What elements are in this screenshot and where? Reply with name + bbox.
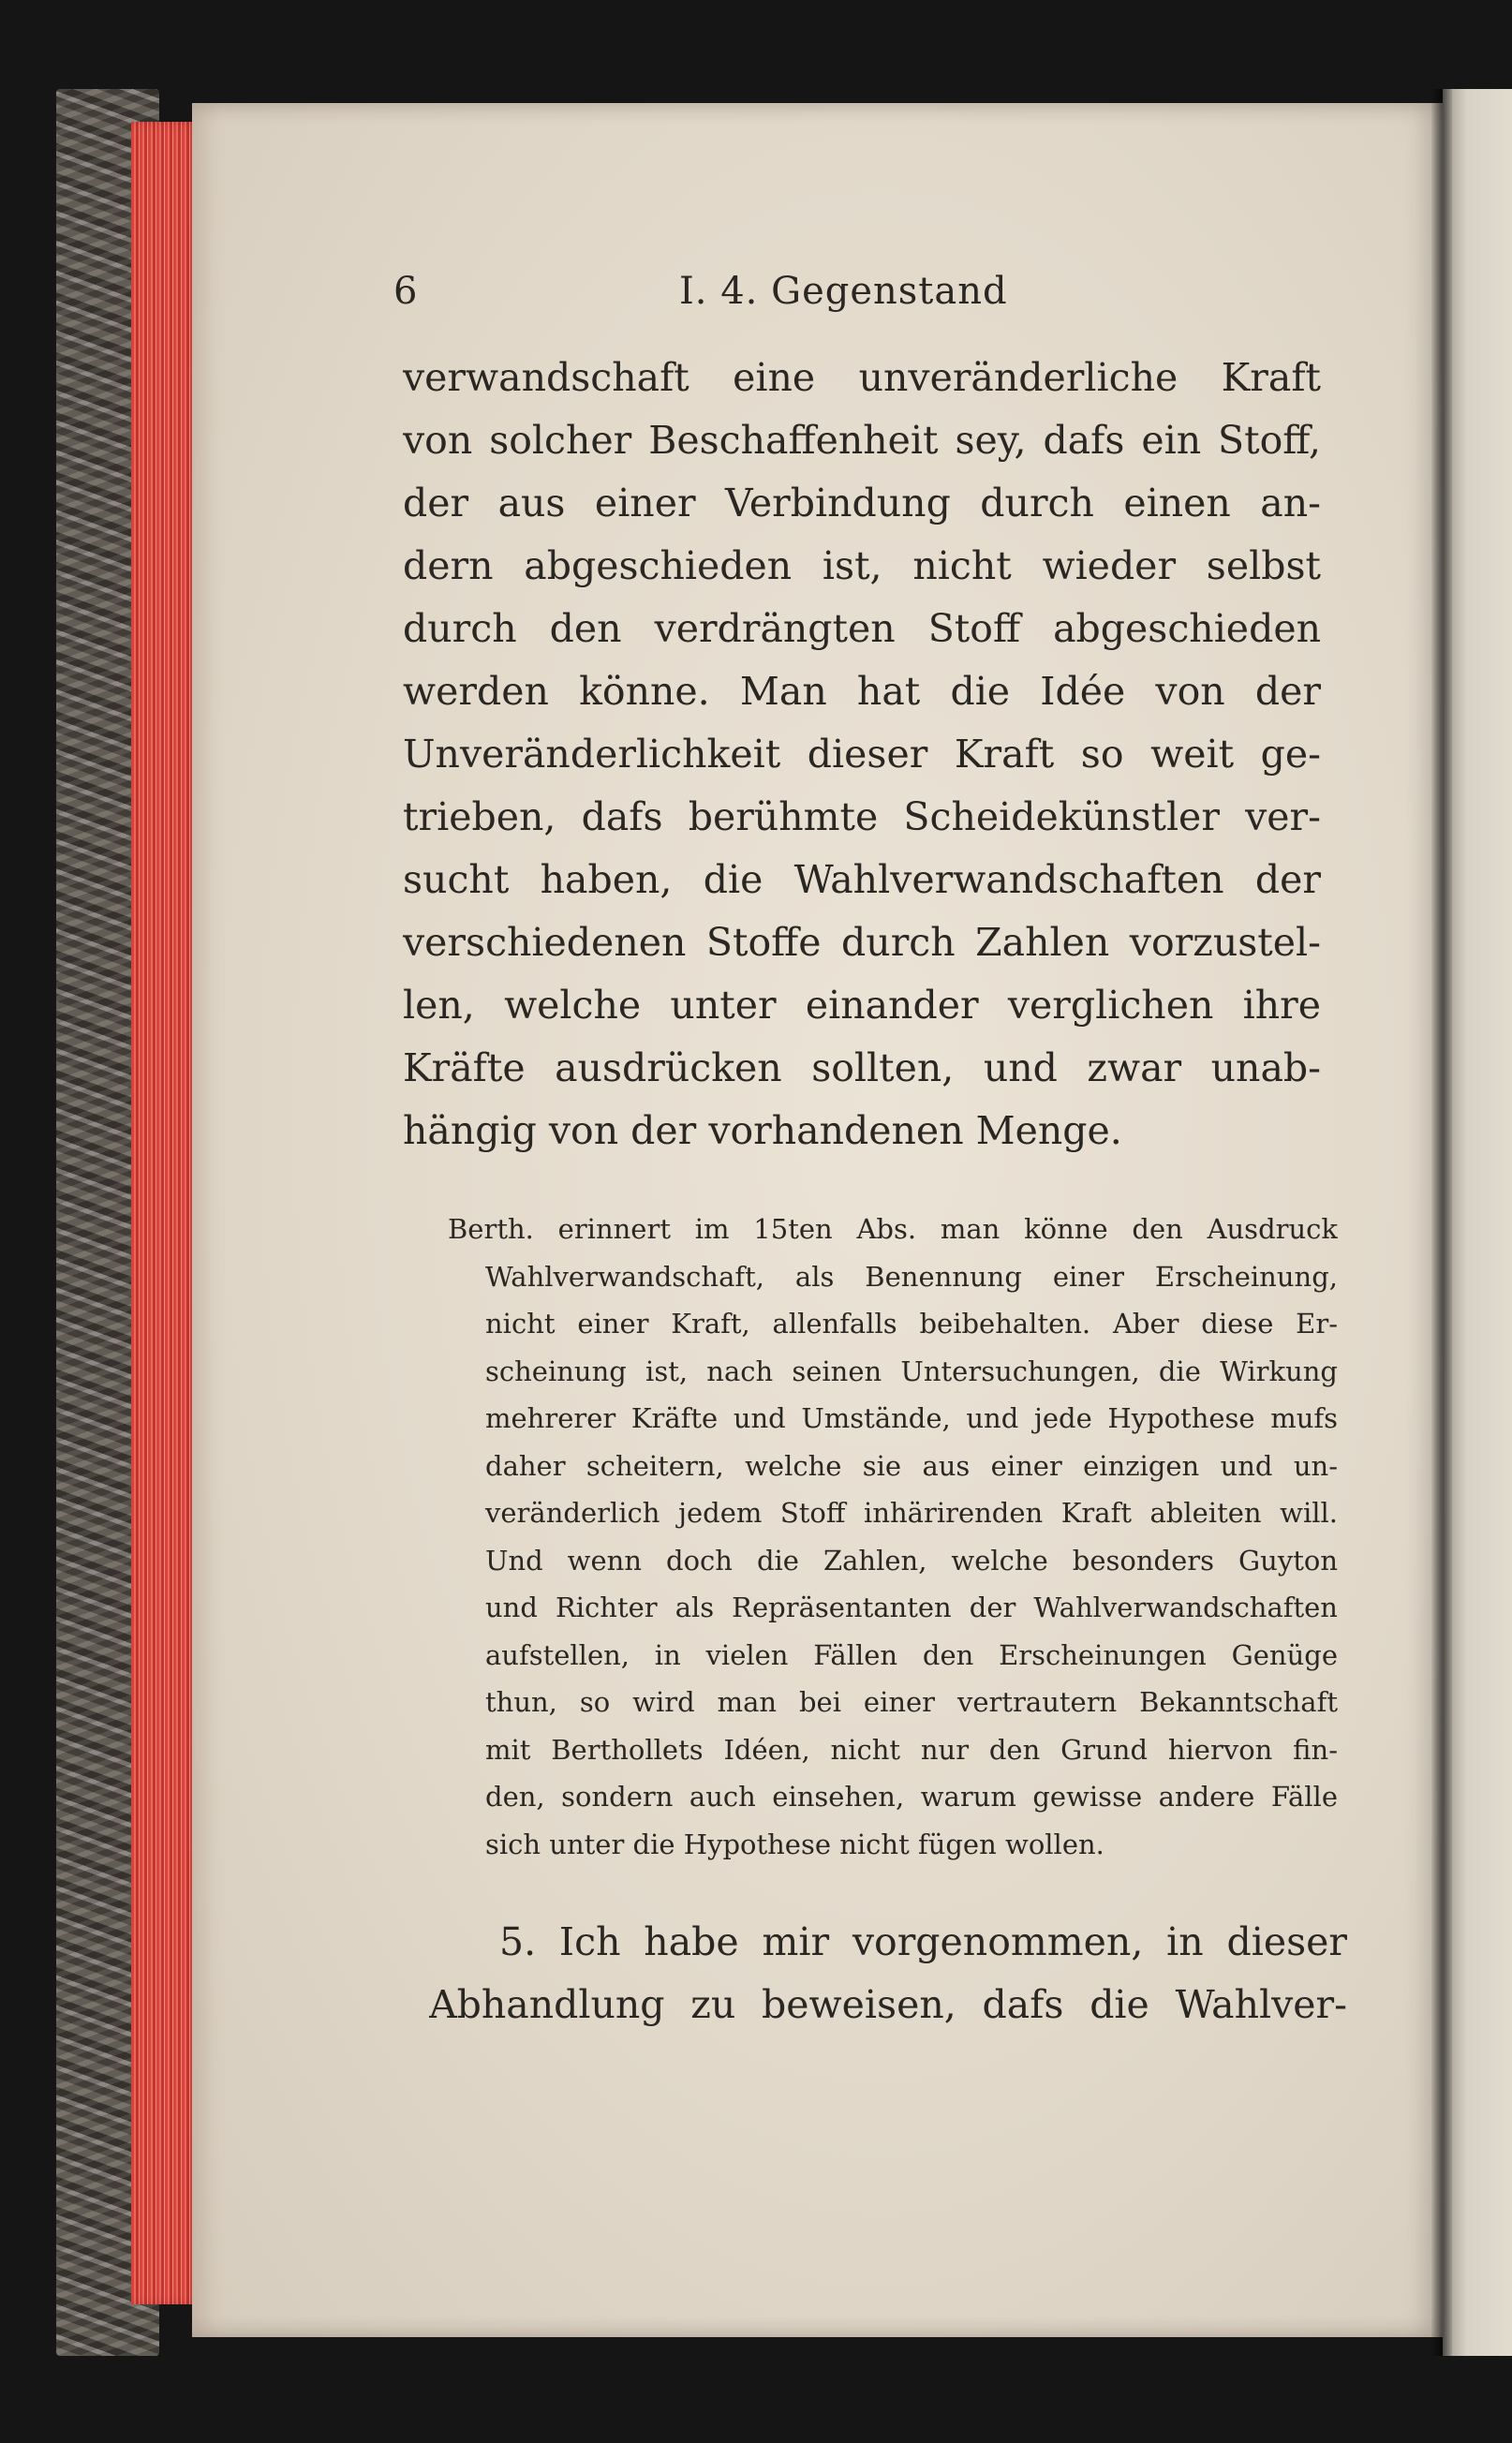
body-line: sucht haben, die Wahlverwandschaften der [403, 857, 1321, 902]
page-gutter-shadow [1431, 89, 1452, 2356]
footnote-line: und Richter als Repräsentanten der Wahlverwandschaften [485, 1592, 1338, 1623]
section-five-text [429, 1911, 1347, 2036]
body-line: dern abgeschieden ist, nicht wieder selbst [403, 543, 1321, 588]
page-number: 6 [393, 270, 418, 313]
section-line: 5. Ich habe mir vorgenommen, in dieser [499, 1919, 1347, 1964]
footnote-line: thun, so wird man bei einer vertrautern Bekanntschaft [485, 1686, 1338, 1718]
body-line: der aus einer Verbindung durch einen an- [403, 481, 1321, 526]
body-line: werden könne. Man hat die Idée von der [403, 669, 1321, 714]
facing-page-edge [1443, 89, 1512, 2356]
body-line: hängig von der vorhandenen Menge. [403, 1108, 1122, 1153]
body-line: Unveränderlichkeit dieser Kraft so weit ge- [403, 732, 1321, 777]
footnote [448, 1206, 1338, 1868]
footnote-line: sich unter die Hypothese nicht fügen wollen. [485, 1828, 1104, 1860]
main-body-text [403, 347, 1321, 1162]
footnote-line: veränderlich jedem Stoff inhärirenden Kraft ableiten will. [485, 1497, 1338, 1529]
body-line: trieben, dafs berühmte Scheidekünstler ver- [403, 794, 1321, 839]
footnote-line: aufstellen, in vielen Fällen den Erscheinungen Genüge [485, 1638, 1338, 1671]
footnote-line: Und wenn doch die Zahlen, welche besonders Guyton [485, 1544, 1338, 1577]
body-line: durch den verdrängten Stoff abgeschieden [403, 606, 1321, 651]
section-line: Abhandlung zu beweisen, dafs die Wahlver- [429, 1982, 1347, 2027]
body-line: Kräfte ausdrücken sollten, und zwar unab- [403, 1045, 1321, 1090]
body-line: len, welche unter einander verglichen ihre [403, 983, 1321, 1028]
footnote-line: den, sondern auch einsehen, warum gewisse andere Fälle [485, 1781, 1338, 1813]
footnote-line: daher scheitern, welche sie aus einer einzigen und un- [485, 1449, 1338, 1482]
body-line: verwandschaft eine unveränderliche Kraft [403, 355, 1321, 400]
footnote-line: Wahlverwandschaft, als Benennung einer Erscheinung, [485, 1260, 1338, 1293]
red-page-edges [131, 122, 199, 2304]
footnote-line: mehrerer Kräfte und Umstände, und jede Hypothese mufs [485, 1402, 1338, 1434]
footnote-line: Berth. erinnert im 15ten Abs. man könne den Ausdruck [448, 1213, 1338, 1245]
footnote-line: mit Berthollets Idéen, nicht nur den Grund hiervon fin- [485, 1733, 1338, 1766]
footnote-line: scheinung ist, nach seinen Untersuchungen, die Wirkung [485, 1355, 1338, 1387]
running-head-title: I. 4. Gegenstand [679, 270, 1008, 313]
footnote-line: nicht einer Kraft, allenfalls beibehalten. Aber diese Er- [485, 1308, 1338, 1340]
body-line: verschiedenen Stoffe durch Zahlen vorzustel- [403, 920, 1321, 965]
body-line: von solcher Beschaffenheit sey, dafs ein Stoff, [403, 418, 1321, 463]
